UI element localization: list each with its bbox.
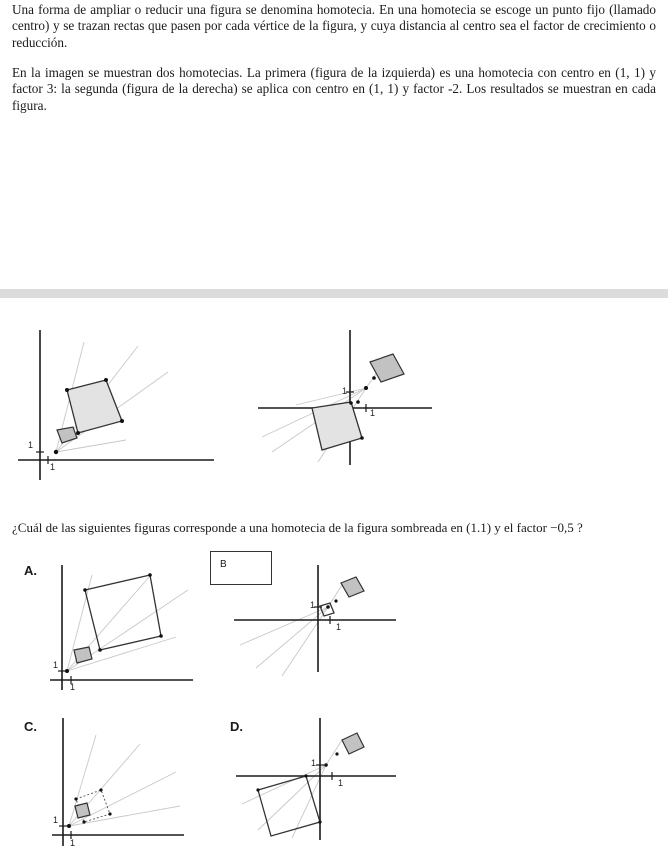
- shaded-square: [342, 733, 364, 754]
- intro-paragraph-1: Una forma de ampliar o reducir una figura se denomina homotecia. En una homotecia se escoge un punto fijo (llamado centro) y se trazan rectas que pasen por cada vértice de la figura, y cuya distancia al centro sea el factor de crecimiento o reducción.: [12, 2, 656, 50]
- result-square: [258, 776, 320, 836]
- tick-label-y: 1: [310, 600, 316, 610]
- option-a-label[interactable]: A.: [24, 563, 37, 578]
- example-right-figure: [258, 330, 432, 465]
- example-left-figure: [18, 330, 214, 480]
- option-a-figure[interactable]: [50, 565, 193, 692]
- tick-label-y: 1: [342, 386, 348, 396]
- tick-label-x: 1: [370, 408, 376, 418]
- reflected-square: [312, 402, 362, 450]
- tick-label-x: 1: [336, 622, 342, 632]
- shaded-square: [74, 647, 92, 663]
- option-d-figure[interactable]: [236, 718, 396, 840]
- option-d-label[interactable]: D.: [230, 719, 243, 734]
- option-c-figure[interactable]: [52, 718, 184, 848]
- tick-label-x: 1: [50, 462, 56, 472]
- shaded-square: [341, 577, 364, 597]
- tick-label-y: 1: [53, 815, 59, 825]
- question-text: ¿Cuál de las siguientes figuras corresponde a una homotecia de la figura sombreada en (1.1) y el factor −0,5 ?: [12, 520, 583, 535]
- tick-label-y: 1: [28, 440, 34, 450]
- shaded-square: [75, 803, 90, 818]
- tick-label-y: 1: [53, 660, 59, 670]
- tick-label-x: 1: [70, 838, 76, 848]
- result-square: [85, 575, 161, 650]
- tick-label-x: 1: [70, 682, 76, 692]
- shaded-square: [57, 427, 77, 443]
- tick-label-x: 1: [338, 778, 344, 788]
- option-b-label[interactable]: B: [210, 551, 272, 585]
- tick-label-y: 1: [311, 758, 317, 768]
- enlarged-square: [67, 380, 122, 433]
- option-c-label[interactable]: C.: [24, 719, 37, 734]
- result-square: [320, 603, 334, 616]
- intro-paragraph-2: En la imagen se muestran dos homotecias. La primera (figura de la izquierda) es una homotecia con centro en (1, 1) y factor 3: la segunda (figura de la derecha) se aplica con centro en (1, 1) y factor -2. Los resultados se muestran en cada figura.: [12, 65, 656, 113]
